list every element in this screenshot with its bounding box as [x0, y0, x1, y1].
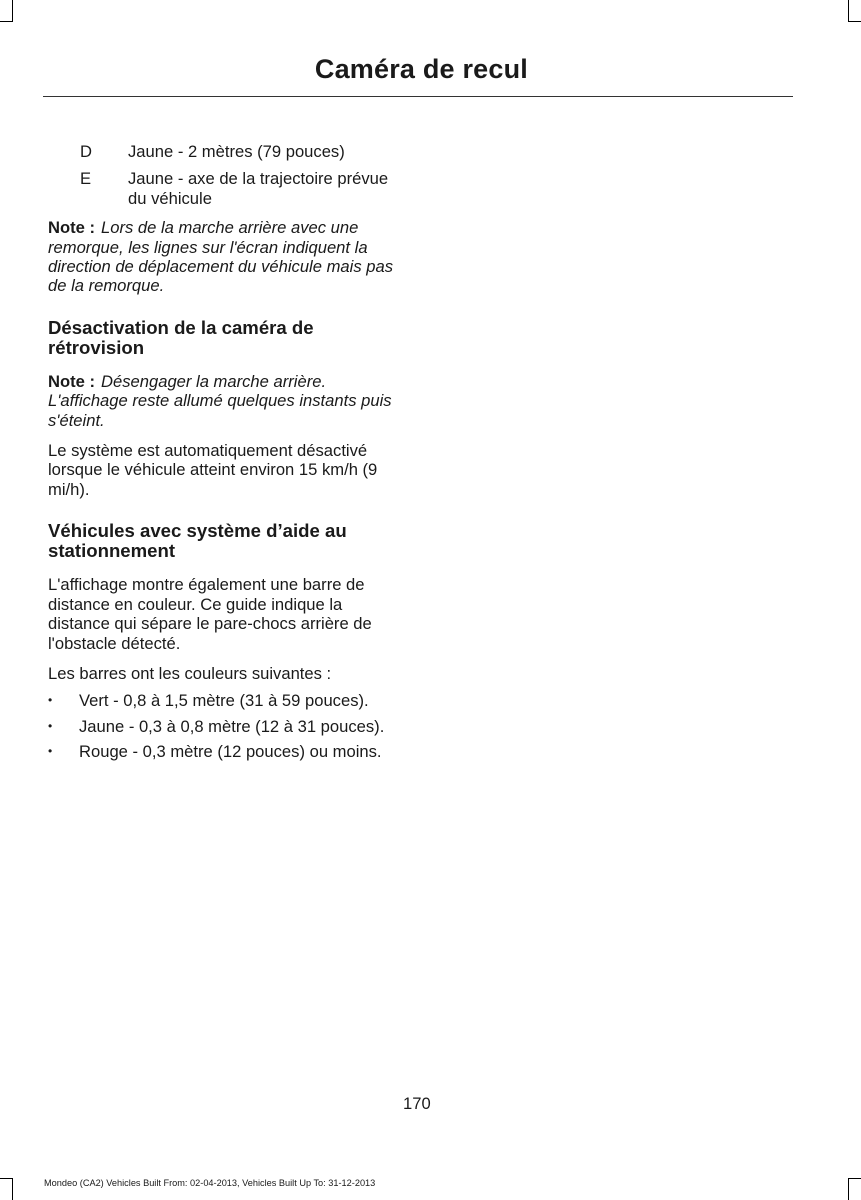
list-item-text: Vert - 0,8 à 1,5 mètre (31 à 59 pouces). [79, 691, 369, 711]
legend-text: Jaune - 2 mètres (79 pouces) [128, 142, 345, 161]
crop-mark-top-right-horizontal [848, 21, 861, 22]
note-label: Note : [48, 218, 96, 238]
crop-mark-top-left-vertical [12, 0, 13, 22]
crop-mark-top-right-vertical [848, 0, 849, 22]
legend-item-d [48, 142, 404, 161]
paragraph-distance-bar: L'affichage montre également une barre de distance en couleur. Ce guide indique la distance qui sépare le pare-chocs arrière de l'obstacle détecté. [48, 575, 372, 653]
crop-mark-bottom-right-horizontal [848, 1178, 861, 1179]
section-heading-parking-aid: Véhicules avec système d’aide au stationnement [48, 520, 347, 562]
note-text: Lors de la marche arrière avec une remorque, les lignes sur l'écran indiquent la direction de déplacement du véhicule mais pas de la remorque. [48, 218, 393, 296]
paragraph-auto-deactivation: Le système est automatiquement désactivé lorsque le véhicule atteint environ 15 km/h (9 mi/h). [48, 441, 378, 499]
list-item-text: Rouge - 0,3 mètre (12 pouces) ou moins. [79, 742, 382, 762]
crop-mark-bottom-left-horizontal [0, 1178, 13, 1179]
main-column [48, 140, 404, 768]
note-text: Désengager la marche arrière. L'affichage reste allumé quelques instants puis s'éteint. [48, 371, 392, 430]
list-item [48, 742, 404, 761]
legend-key: D [80, 142, 92, 161]
note-trailer [48, 218, 404, 296]
list-item-text: Jaune - 0,3 à 0,8 mètre (12 à 31 pouces). [79, 716, 385, 736]
crop-mark-bottom-right-vertical [848, 1178, 849, 1200]
bullet-icon: • [48, 744, 53, 759]
note-label: Note : [48, 371, 96, 391]
legend-item-e [48, 169, 404, 208]
note-deactivation [48, 372, 404, 430]
bullet-icon: • [48, 693, 53, 708]
page-title: Caméra de recul [314, 54, 528, 84]
list-item [48, 691, 404, 710]
title-divider [43, 96, 793, 97]
crop-mark-top-left-horizontal [0, 21, 13, 22]
page-number: 170 [403, 1094, 431, 1113]
legend-text: Jaune - axe de la trajectoire prévue du véhicule [128, 169, 389, 208]
bullet-icon: • [48, 718, 53, 733]
paragraph-bar-colors: Les barres ont les couleurs suivantes : [48, 663, 332, 683]
list-item [48, 717, 404, 736]
section-heading-deactivation: Désactivation de la caméra de rétrovision [48, 316, 314, 358]
bullet-list [48, 691, 404, 761]
footer-text: Mondeo (CA2) Vehicles Built From: 02-04-2013, Vehicles Built Up To: 31-12-2013 [44, 1178, 376, 1188]
legend-key: E [80, 169, 92, 189]
crop-mark-bottom-left-vertical [12, 1178, 13, 1200]
